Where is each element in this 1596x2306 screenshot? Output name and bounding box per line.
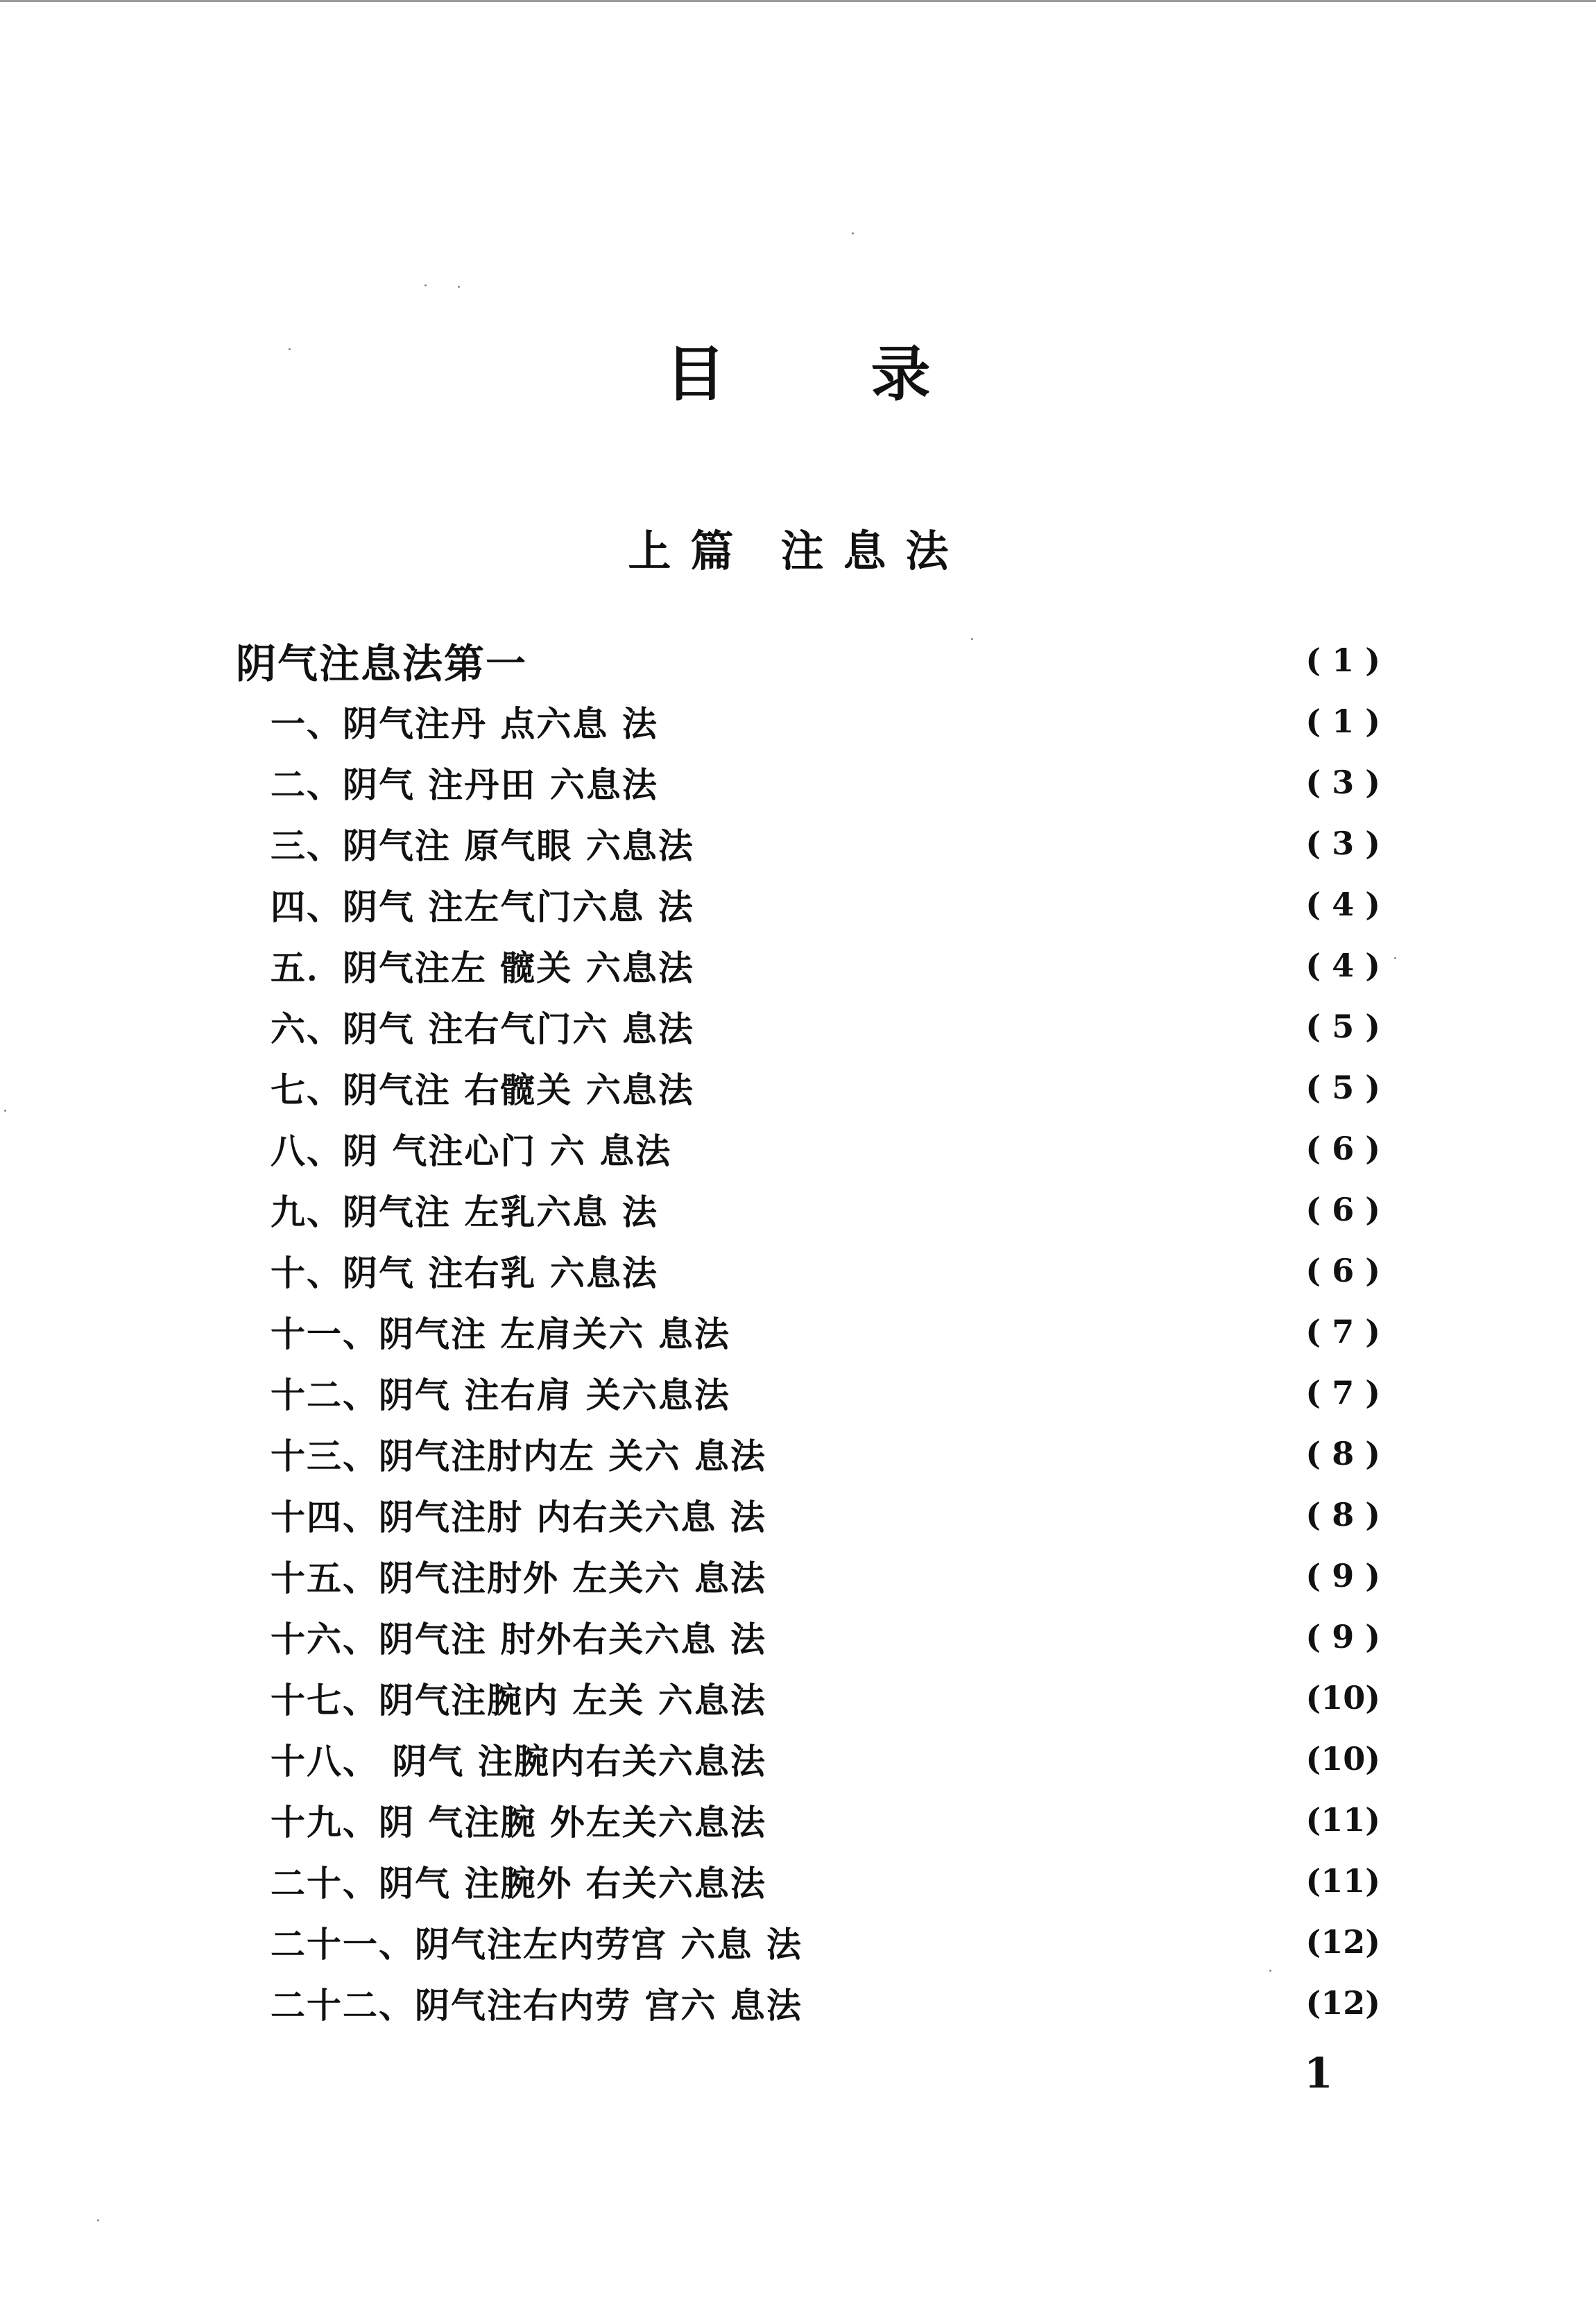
toc-item[interactable] (271, 938, 1380, 993)
toc-item[interactable] (271, 1975, 1380, 2031)
toc-item-label: 二、阴气 注丹田 六息法 (271, 764, 658, 805)
toc-item-page: ( 6 ) (1305, 1191, 1380, 1228)
scan-speck (1269, 1970, 1271, 1972)
toc-item-page: ( 1 ) (1305, 703, 1380, 740)
dot-leader (773, 1447, 1290, 1461)
toc-item-label: 一、阴气注丹 点六息 法 (271, 703, 658, 744)
dot-leader (773, 1752, 1290, 1766)
scan-speck (97, 2219, 99, 2221)
toc-item-label: 十三、阴气注肘内左 关六 息法 (271, 1436, 766, 1477)
toc-item-page: (12) (1305, 1984, 1380, 2022)
dot-leader (809, 1996, 1290, 2010)
toc-item[interactable] (271, 1914, 1380, 1970)
toc-item[interactable] (271, 877, 1380, 932)
toc-item-label: 五．阴气注左 髋关 六息法 (271, 947, 694, 988)
dot-leader (737, 1386, 1290, 1400)
toc-item[interactable] (271, 1243, 1380, 1298)
page-number: 1 (1304, 2049, 1333, 2098)
toc-item-label: 九、阴气注 左乳六息 法 (271, 1191, 658, 1232)
dot-leader (701, 958, 1290, 972)
toc-chapter[interactable] (236, 633, 1380, 688)
section-part: 上篇 (628, 526, 753, 576)
scan-speck (1394, 957, 1396, 959)
toc-item-label: 十六、阴气注 肘外右关六息 法 (271, 1619, 766, 1660)
toc-item-page: ( 5 ) (1305, 1069, 1380, 1106)
toc-item[interactable] (271, 1731, 1380, 1787)
section-heading (0, 517, 1596, 578)
toc-item-label: 八、阴 气注心门 六 息法 (271, 1130, 672, 1171)
toc-item-page: ( 3 ) (1305, 825, 1380, 862)
toc-item-page: ( 4 ) (1305, 886, 1380, 923)
toc-item-page: ( 3 ) (1305, 764, 1380, 801)
scan-speck (4, 1110, 6, 1112)
toc-item-label: 十七、阴气注腕内 左关 六息法 (271, 1680, 766, 1721)
scan-speck (458, 286, 460, 288)
dot-leader (701, 897, 1290, 911)
toc-item-label: 三、阴气注 原气眼 六息法 (271, 825, 694, 866)
toc-item-page: (11) (1305, 1862, 1380, 1900)
section-name: 注息法 (780, 526, 968, 576)
toc-item-page: ( 4 ) (1305, 947, 1380, 984)
dot-leader (701, 1019, 1290, 1033)
toc-item-label: 二十一、阴气注左内劳宫 六息 法 (271, 1924, 803, 1965)
toc-item[interactable] (271, 1121, 1380, 1176)
toc-item[interactable] (271, 1060, 1380, 1115)
toc-item[interactable] (271, 1426, 1380, 1481)
toc-item-page: ( 7 ) (1305, 1313, 1380, 1350)
toc-item-page: ( 8 ) (1305, 1496, 1380, 1533)
toc-item-label: 七、阴气注 右髋关 六息法 (271, 1069, 694, 1110)
toc-chapter-label: 阴气注息法第一 (236, 640, 528, 687)
dot-leader (678, 1142, 1290, 1155)
dot-leader (737, 1325, 1290, 1339)
dot-leader (665, 714, 1290, 728)
toc-item-page: ( 9 ) (1305, 1557, 1380, 1594)
toc-item[interactable] (271, 694, 1380, 749)
toc-item-page: (10) (1305, 1740, 1380, 1778)
top-border-line (0, 0, 1596, 2)
toc-item-label: 十四、阴气注肘 内右关六息 法 (271, 1497, 766, 1538)
toc-item-page: (10) (1305, 1679, 1380, 1716)
toc-item-label: 二十、阴气 注腕外 右关六息法 (271, 1863, 766, 1904)
toc-item[interactable] (271, 1670, 1380, 1726)
toc-item-page: ( 6 ) (1305, 1130, 1380, 1167)
toc-item-page: ( 6 ) (1305, 1252, 1380, 1289)
toc-item-label: 十、阴气 注右乳 六息法 (271, 1253, 658, 1293)
toc-item[interactable] (271, 1853, 1380, 1909)
dot-leader (773, 1508, 1290, 1522)
toc-item[interactable] (271, 1548, 1380, 1603)
page-title: 目 录 (665, 339, 993, 409)
toc-item-page: ( 8 ) (1305, 1435, 1380, 1472)
toc-item[interactable] (271, 1304, 1380, 1359)
dot-leader (534, 653, 1290, 667)
toc-item-page: ( 7 ) (1305, 1374, 1380, 1411)
scan-speck (971, 638, 973, 640)
toc-item-page: ( 5 ) (1305, 1008, 1380, 1045)
toc-item-label: 六、阴气 注右气门六 息法 (271, 1008, 694, 1049)
toc-item-page: (11) (1305, 1801, 1380, 1839)
dot-leader (665, 775, 1290, 789)
scan-speck (852, 232, 854, 234)
toc-item[interactable] (271, 1609, 1380, 1664)
scan-speck (424, 284, 427, 286)
dot-leader (665, 1203, 1290, 1216)
toc-item-page: (12) (1305, 1923, 1380, 1961)
toc-item-label: 二十二、阴气注右内劳 宫六 息法 (271, 1985, 803, 2026)
toc-item[interactable] (271, 999, 1380, 1054)
toc-item-page: ( 9 ) (1305, 1618, 1380, 1655)
dot-leader (809, 1935, 1290, 1949)
dot-leader (665, 1264, 1290, 1277)
dot-leader (773, 1813, 1290, 1827)
dot-leader (773, 1569, 1290, 1583)
toc-item[interactable] (271, 755, 1380, 810)
toc-item[interactable] (271, 816, 1380, 871)
toc-item[interactable] (271, 1182, 1380, 1237)
toc-item-label: 十一、阴气注 左肩关六 息法 (271, 1314, 730, 1354)
toc-item[interactable] (271, 1365, 1380, 1420)
dot-leader (773, 1630, 1290, 1644)
dot-leader (701, 836, 1290, 850)
toc-item-label: 十八、 阴气 注腕内右关六息法 (271, 1741, 766, 1782)
toc-item-label: 四、阴气 注左气门六息 法 (271, 886, 694, 927)
dot-leader (701, 1081, 1290, 1094)
toc-item-label: 十九、阴 气注腕 外左关六息法 (271, 1802, 766, 1843)
toc-item-label: 十五、阴气注肘外 左关六 息法 (271, 1558, 766, 1599)
dot-leader (773, 1691, 1290, 1705)
toc-item-label: 十二、阴气 注右肩 关六息法 (271, 1375, 730, 1416)
toc-chapter-page: ( 1 ) (1305, 642, 1380, 679)
dot-leader (773, 1874, 1290, 1888)
toc-item[interactable] (271, 1487, 1380, 1542)
scan-speck (289, 348, 291, 350)
toc-item[interactable] (271, 1792, 1380, 1848)
